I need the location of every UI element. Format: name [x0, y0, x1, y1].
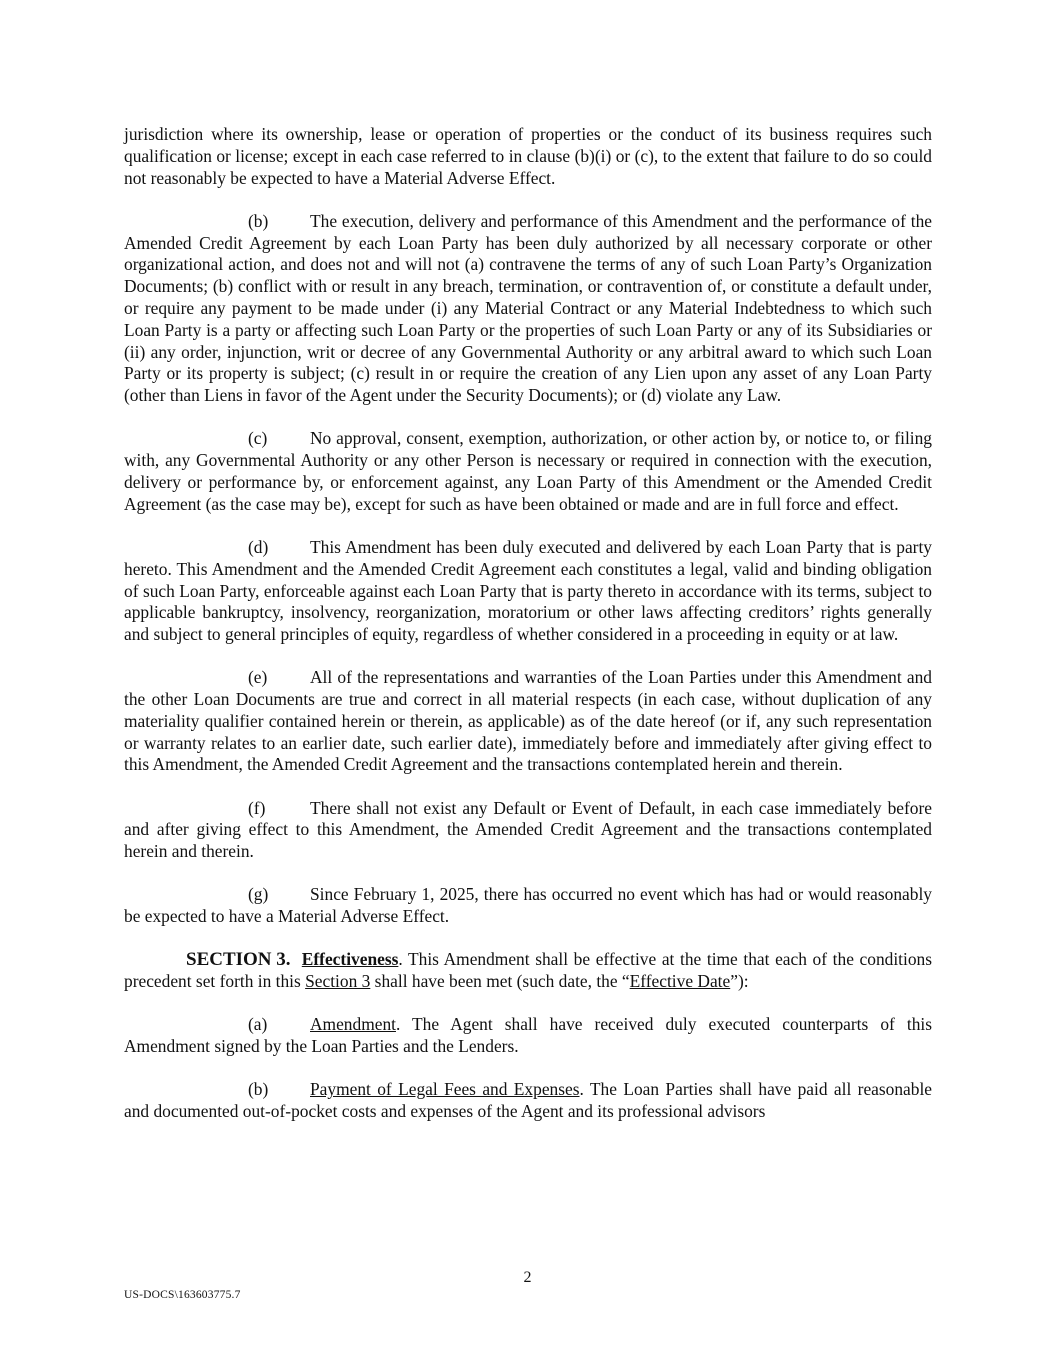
condition-a: [124, 1014, 932, 1058]
intro-paragraph: jurisdiction where its ownership, lease or operation of properties or the conduct of its business requires such qualification or license; except in each case referred to in clause (b)(i) or (c), to the extent that failure to do so could not reasonably be expected to have a Material Adverse Effect.: [124, 124, 932, 188]
page-number: 2: [523, 1269, 532, 1286]
clause-label: (g): [248, 884, 269, 905]
clause-label: (f): [248, 797, 266, 818]
condition-b: [124, 1079, 932, 1123]
clause-label: (b): [248, 210, 269, 231]
clause-text: There shall not exist any Default or Event of Default, in each case immediately before and after giving effect to this Amendment, the Amended Credit Agreement and the transactions contemplated herein and therein.: [124, 797, 932, 862]
section-3-title: Effectiveness: [301, 949, 399, 970]
section-3-reference: Section 3: [305, 971, 371, 992]
condition-heading: Payment of Legal Fees and Expenses: [310, 1079, 580, 1100]
section-3-text-a: . This Amendment shall be effective at the time that each of the conditions precedent set forth in this: [124, 949, 932, 992]
section-3-paragraph: [124, 949, 932, 993]
clause-c: [124, 428, 932, 515]
condition-text: . The Agent shall have received duly executed counterparts of this Amendment signed by the Loan Parties and the Lenders.: [124, 1014, 932, 1057]
condition-label: (a): [248, 1014, 268, 1035]
clause-g: [124, 884, 932, 928]
condition-heading: Amendment: [310, 1014, 396, 1035]
clause-label: (e): [248, 667, 268, 688]
clause-d: [124, 537, 932, 646]
clause-e: [124, 667, 932, 776]
document-body: [124, 124, 932, 1123]
clause-label: (c): [248, 428, 268, 449]
clause-text: All of the representations and warranties of the Loan Parties under this Amendment and the other Loan Documents are true and correct in all material respects (in each case, without duplication of any materiality qualifier contained herein or therein, as applicable) as of the date hereof (or if, any such representation or warranty relates to an earlier date, such earlier date), immediately before and immediately after giving effect to this Amendment, the Amended Credit Agreement and the transactions contemplated herein and therein.: [124, 667, 932, 775]
clause-label: (d): [248, 536, 269, 557]
document-id: US-DOCS\163603775.7: [124, 1289, 241, 1301]
clause-text: No approval, consent, exemption, authorization, or other action by, or notice to, or filing with, any Governmental Authority or any other Person is necessary or required in connection with the execution, delivery or performance by, or enforcement against, any Loan Party of this Amendment or the Amended Credit Agreement (as the case may be), except for such as have been obtained or made and are in full force and effect.: [124, 428, 932, 514]
clause-text: Since February 1, 2025, there has occurred no event which has had or would reasonably be expected to have a Material Adverse Effect.: [124, 884, 932, 927]
section-3-text-c: ”):: [730, 971, 749, 992]
clause-text: The execution, delivery and performance of this Amendment and the performance of the Amended Credit Agreement by each Loan Party has been duly authorized by all necessary corporate or other organizational action, and does not and will not (a) contravene the terms of any of such Loan Party’s Organization Documents; (b) conflict with or result in any breach, termination, or contravention of, or constitute a default under, or require any payment to be made under (i) any Material Contract or any Material Indebtedness to which such Loan Party is a party or affecting such Loan Party or the properties of such Loan Party or any of its Subsidiaries or (ii) any order, injunction, writ or decree of any Governmental Authority or any arbitral award to which such Loan Party or its property is subject; (c) result in or require the creation of any Lien upon any asset of any Loan Party (other than Liens in favor of the Agent under the Security Documents); or (d) violate any Law.: [124, 210, 932, 406]
clause-f: [124, 798, 932, 863]
effective-date-term: Effective Date: [629, 971, 731, 992]
section-3-number: SECTION 3.: [186, 949, 291, 971]
condition-label: (b): [248, 1079, 269, 1100]
clause-text: This Amendment has been duly executed and delivered by each Loan Party that is party hereto. This Amendment and the Amended Credit Agreement each constitutes a legal, valid and binding obligation of such Loan Party, enforceable against each Loan Party that is party thereto in accordance with its terms, subject to applicable bankruptcy, insolvency, reorganization, moratorium or other laws affecting creditors’ rights generally and subject to general principles of equity, regardless of whether considered in a proceeding in equity or at law.: [124, 536, 932, 645]
condition-text: . The Loan Parties shall have paid all reasonable and documented out-of-pocket costs and expenses of the Agent and its professional advisors: [124, 1079, 933, 1122]
section-3-text-b: shall have been met (such date, the “: [370, 971, 630, 992]
clause-b: [124, 211, 932, 407]
